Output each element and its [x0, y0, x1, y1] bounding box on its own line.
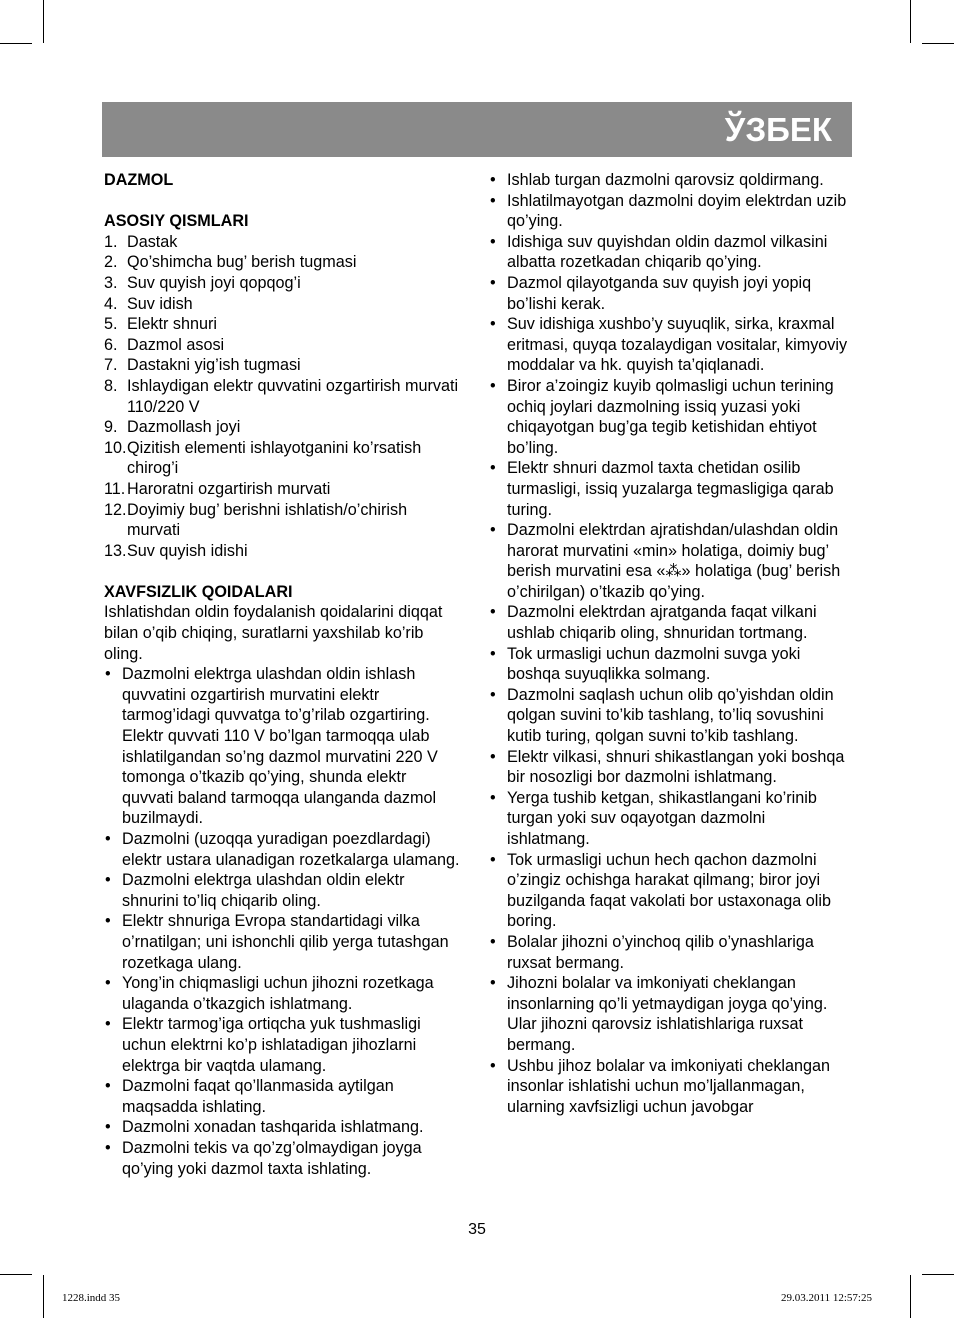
bullet-icon: •: [490, 685, 496, 704]
list-item: [489, 747, 851, 788]
item-number: 5.: [104, 315, 118, 334]
list-item: [489, 644, 851, 685]
list-item: [104, 479, 460, 500]
item-text: Tok urmasligi uchun dazmolni suvga yoki boshqa suyuqlikka solmang.: [507, 644, 801, 684]
item-text: Bolalar jihozni o’yinchoq qilib o’ynashlariga ruxsat bermang.: [507, 932, 814, 972]
list-item: [104, 314, 460, 335]
document-title: DAZMOL: [104, 171, 174, 189]
item-text: Suv idish: [127, 294, 193, 313]
item-number: 10.: [104, 438, 127, 457]
list-item: [104, 355, 460, 376]
bullet-icon: •: [490, 191, 496, 210]
page-number: 35: [468, 1221, 486, 1238]
item-text: Ishlaydigan elektr quvvatini ozgartirish murvati 110/220 V: [127, 376, 459, 416]
item-text: Qo’shimcha bug’ berish tugmasi: [127, 253, 357, 272]
item-number: 12.: [104, 500, 127, 519]
item-text: Suv quyish joyi qopqog’i: [127, 273, 301, 292]
item-text: Dazmol qilayotganda suv quyish joyi yopiq bo’lishi kerak.: [507, 273, 812, 313]
item-text: Elektr vilkasi, shnuri shikastlangan yoki boshqa bir nosozligi bor dazmolni ishlatmang.: [507, 747, 845, 787]
list-item: [104, 1076, 460, 1117]
item-text: Jihozni bolalar va imkoniyati cheklangan insonlarning qo’li yetmaydigan joyga qo’ying. Ular jihozni qarovsiz ishlatishlariga ruxsat bermang.: [507, 974, 828, 1054]
footer-datetime: 29.03.2011 12:57:25: [781, 1292, 872, 1304]
item-number: 1.: [104, 232, 118, 251]
bullet-icon: •: [105, 974, 111, 993]
item-text: Haroratni ozgartirish murvati: [127, 479, 331, 498]
list-item: [489, 232, 851, 273]
item-number: 11.: [104, 479, 126, 498]
list-item: [489, 458, 851, 520]
item-text: Dazmolni elektrdan ajratganda faqat vilkani ushlab chiqarib oling, shnuridan tortmang.: [507, 603, 817, 643]
item-text: Elektr shnuriga Evropa standartidagi vilka o’rnatilgan; uni ishonchli qilib yerga tutashgan rozetkaga ulang.: [122, 912, 449, 972]
item-text: Dazmolni (uzoqqa yuradigan poezdlardagi) elektr ustara ulanadigan rozetkalarga ulamang.: [122, 830, 460, 869]
bullet-icon: •: [490, 273, 496, 292]
crop-mark: [0, 1274, 32, 1275]
language-title: ЎЗБЕК: [724, 111, 832, 148]
list-item: [104, 273, 460, 294]
item-text: Elektr shnuri dazmol taxta chetidan osilib turmasligi, issiq yuzalarga tegmasligiga qarab turing.: [507, 459, 834, 519]
list-item: [489, 602, 851, 643]
bullet-icon: •: [490, 850, 496, 869]
list-item: [104, 294, 460, 315]
list-item: [489, 170, 851, 191]
list-item: [104, 376, 460, 417]
list-item: [489, 850, 851, 932]
item-text: Biror a’zoingiz kuyib qolmasligi uchun terining ochiq joylari dazmolning issiq yuzasi yoki chiqayotgan bug’ga tegib ketishidan ehtiyot bo’ling.: [507, 376, 834, 457]
crop-mark: [910, 1275, 911, 1318]
crop-mark: [910, 0, 911, 43]
list-item: [489, 973, 851, 1055]
list-item: [104, 870, 460, 911]
bullet-icon: •: [490, 171, 496, 189]
item-text: Dastakni yig’ish tugmasi: [127, 356, 301, 375]
language-banner: [102, 102, 852, 157]
bullet-icon: •: [105, 1138, 111, 1157]
bullet-icon: •: [105, 1077, 111, 1096]
bullet-icon: •: [105, 1015, 111, 1034]
list-item: [104, 438, 460, 479]
crop-mark: [922, 1274, 954, 1275]
list-item: [104, 541, 460, 562]
list-item: [104, 664, 460, 829]
bullet-icon: •: [490, 521, 496, 540]
bullet-icon: •: [105, 912, 111, 931]
item-text: Elektr tarmog’iga ortiqcha yuk tushmasligi uchun elektrni ko’p ishlatadigan jihozlarni elektrga bir vaqtda ulamang.: [122, 1015, 421, 1075]
list-item: [489, 376, 851, 458]
safety-intro: Ishlatishdan oldin foydalanish qoidalarini diqqat bilan o’qib chiqing, suratlarni yaxshilab ko’rib oling.: [104, 603, 443, 663]
item-text: Ushbu jihoz bolalar va imkoniyati cheklangan insonlar ishlatishi uchun mo’ljallanmagan, ularning xavfsizligi uchun javobgar: [507, 1056, 831, 1116]
footer-file: 1228.indd 35: [62, 1292, 121, 1304]
list-item: [489, 1056, 851, 1118]
item-text: Dazmolni xonadan tashqarida ishlatmang.: [122, 1118, 424, 1137]
parts-list: [104, 232, 460, 562]
list-item: [104, 500, 460, 541]
bullet-icon: •: [105, 871, 111, 890]
item-text: Dazmolni elektrdan ajratishdan/ulashdan oldin harorat murvatini «min» holatiga, doimiy bug’ berish murvatini esa «⁂» holatiga (bug’ berish o’chirilgan) o’tkazib qo’ying.: [507, 521, 841, 601]
right-column: [489, 170, 851, 1117]
item-number: 6.: [104, 335, 118, 354]
list-item: [489, 314, 851, 376]
item-text: Dazmollash joyi: [127, 418, 241, 437]
item-text: Qizitish elementi ishlayotganini ko’rsatish chirog’i: [127, 438, 422, 478]
item-number: 3.: [104, 273, 118, 292]
crop-mark: [43, 0, 44, 43]
item-text: Suv idishiga xushbo’y suyuqlik, sirka, kraxmal eritmasi, quyqa tozalaydigan vositalar, kimyoviy moddalar va hk. quyish ta’qiqlanadi.: [507, 315, 848, 375]
list-item: [104, 232, 460, 253]
bullet-icon: •: [490, 644, 496, 663]
safety-heading: XAVFSIZLIK QOIDALARI: [104, 582, 293, 601]
parts-heading: ASOSIY QISMLARI: [104, 212, 249, 231]
list-item: [104, 911, 460, 973]
bullet-icon: •: [490, 232, 496, 251]
safety-list: [104, 664, 460, 1179]
item-text: Yerga tushib ketgan, shikastlangani ko’rinib turgan yoki suv oqayotgan dazmolni ishlatmang.: [507, 788, 817, 848]
bullet-icon: •: [105, 1118, 111, 1137]
item-text: Yong’in chiqmasligi uchun jihozni rozetkaga ulaganda o’tkazgich ishlatmang.: [122, 974, 434, 1013]
bullet-icon: •: [490, 603, 496, 622]
list-item: [104, 1138, 460, 1179]
item-text: Ishlatilmayotgan dazmolni doyim elektrdan uzib qo’ying.: [507, 191, 847, 231]
bullet-icon: •: [490, 747, 496, 766]
list-item: [489, 685, 851, 747]
item-text: Dazmolni faqat qo’llanmasida aytilgan maqsadda ishlating.: [122, 1077, 394, 1116]
item-text: Dazmolni saqlash uchun olib qo’yishdan oldin qolgan suvini to’kib tashlang, to’liq sovushini kutib turing, qolgan suvni to’kib tashlang.: [507, 685, 834, 746]
item-number: 13.: [104, 541, 127, 560]
bullet-icon: •: [490, 459, 496, 478]
item-text: Tok urmasligi uchun hech qachon dazmolni o’zingiz ochishga harakat qilmang; biror joyi buzilganda faqat vakolati bor ustaxonaga olib boring.: [507, 850, 831, 931]
item-text: Doyimiy bug’ berishni ishlatish/o’chirish murvati: [127, 500, 408, 540]
bullet-icon: •: [490, 315, 496, 334]
item-text: Dastak: [127, 232, 178, 251]
bullet-icon: •: [490, 788, 496, 807]
crop-mark: [43, 1275, 44, 1318]
list-item: [104, 252, 460, 273]
bullet-icon: •: [490, 1056, 496, 1075]
crop-mark: [922, 43, 954, 44]
list-item: [489, 273, 851, 314]
item-number: 4.: [104, 294, 118, 313]
bullet-icon: •: [490, 932, 496, 951]
list-item: [104, 417, 460, 438]
list-item: [104, 829, 460, 870]
item-number: 2.: [104, 253, 118, 272]
bullet-icon: •: [105, 830, 111, 848]
item-text: Dazmolni elektrga ulashdan oldin ishlash quvvatini ozgartirish murvatini elektr tarmog’idagi quvvatga to’g’rilab ozgartiring. Elektr quvvati 110 V bo’lgan tarmoqqa ulab ishlatilgandan so’ng dazmol murvatini 220 V tomonga o’tkazib qo’ying, shunda elektr quvvati baland tarmoqqa ulanganda dazmol buzilmaydi.: [122, 665, 438, 828]
list-item: [489, 520, 851, 602]
item-number: 7.: [104, 356, 118, 375]
list-item: [104, 973, 460, 1014]
item-text: Suv quyish idishi: [127, 541, 248, 560]
item-number: 9.: [104, 418, 118, 437]
item-number: 8.: [104, 376, 118, 395]
item-text: Elektr shnuri: [127, 315, 217, 334]
item-text: Ishlab turgan dazmolni qarovsiz qoldirmang.: [507, 171, 824, 189]
item-text: Dazmol asosi: [127, 335, 225, 354]
bullet-icon: •: [490, 974, 496, 993]
list-item: [489, 932, 851, 973]
bullet-icon: •: [105, 665, 111, 684]
list-item: [104, 335, 460, 356]
list-item: [489, 191, 851, 232]
list-item: [104, 1014, 460, 1076]
list-item: [104, 1117, 460, 1138]
item-text: Idishiga suv quyishdan oldin dazmol vilkasini albatta rozetkadan chiqarib qo’ying.: [507, 232, 828, 272]
left-column: [104, 170, 460, 1179]
bullet-icon: •: [490, 376, 496, 395]
safety-list-continued: [489, 170, 851, 1117]
item-text: Dazmolni tekis va qo’zg’olmaydigan joyga qo’ying yoki dazmol taxta ishlating.: [122, 1138, 422, 1178]
crop-mark: [0, 43, 32, 44]
item-text: Dazmolni elektrga ulashdan oldin elektr shnurini to’liq chiqarib oling.: [122, 871, 405, 910]
list-item: [489, 788, 851, 850]
